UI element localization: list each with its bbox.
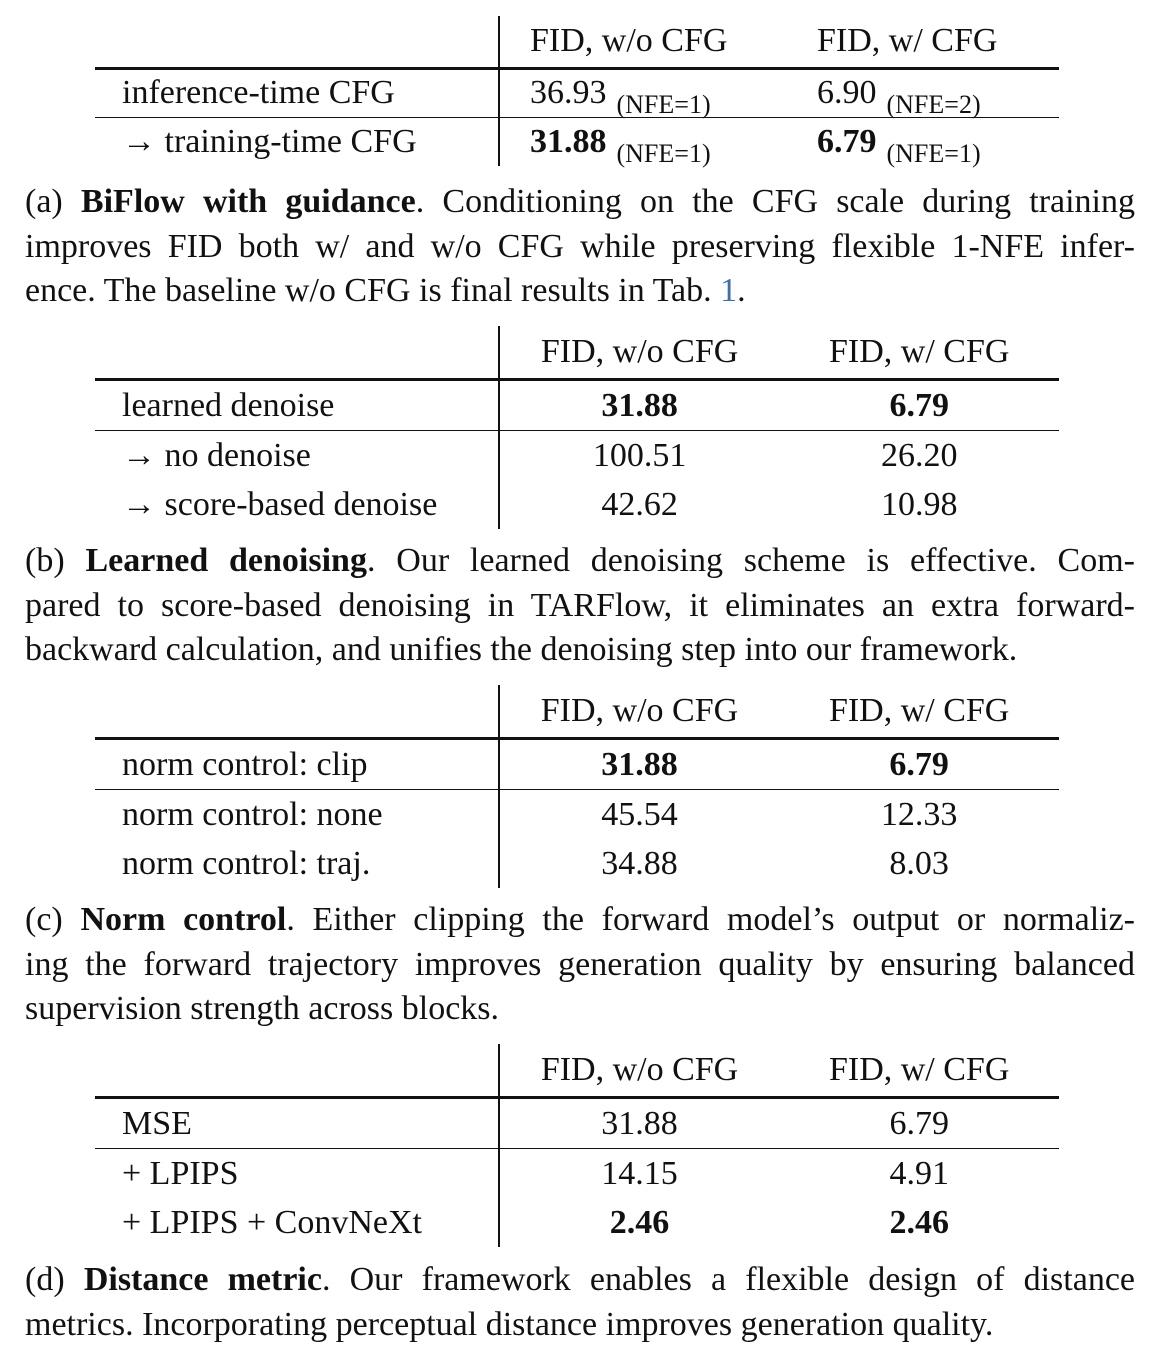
table-reference-link[interactable]: 1 <box>720 272 738 309</box>
row-label: + LPIPS <box>95 1149 499 1199</box>
cell-fid-w-cfg: 12.33 <box>779 790 1059 840</box>
header-fid-wo-cfg: FID, w/o CFG <box>540 692 739 729</box>
table-row <box>95 480 1059 529</box>
cell-fid-w-cfg: 8.03 <box>889 844 949 882</box>
cell-fid-w-cfg: 6.79 <box>779 739 1059 790</box>
cell-fid-wo-cfg: 42.62 <box>601 485 678 523</box>
cell-fid-w-cfg: 4.91 <box>779 1149 1059 1199</box>
table-b <box>95 326 1059 529</box>
table-row <box>95 1149 1059 1199</box>
caption-a <box>25 180 1135 314</box>
caption-line <box>25 539 1135 584</box>
row-label: learned denoise <box>95 380 499 431</box>
row-label: inference-time CFG <box>95 68 499 117</box>
caption-c <box>25 898 1135 1032</box>
cell-fid-w-cfg: 6.79 <box>779 380 1059 431</box>
cell-fid-wo-cfg: 34.88 <box>601 844 678 882</box>
cell-fid-wo-cfg: 31.88 <box>499 1098 780 1149</box>
caption-prefix: (d) <box>25 1261 65 1298</box>
header-empty-cell <box>95 1044 499 1098</box>
caption-text: ence. The baseline w/o CFG is final results in Tab. <box>25 272 712 309</box>
row-label: → no denoise <box>95 431 499 481</box>
caption-line: metrics. Incorporating perceptual distance improves generation quality. <box>25 1305 994 1343</box>
value: 6.90 <box>817 74 877 111</box>
caption-text: . Our framework enables a flexible design of distance <box>321 1261 1136 1298</box>
row-label: → score-based denoise <box>95 480 499 529</box>
nfe-note: (NFE=1) <box>886 138 981 168</box>
caption-line <box>25 898 1135 943</box>
table-a-header-row <box>95 16 1059 68</box>
table-a <box>95 16 1059 166</box>
caption-title: Norm control <box>80 901 287 938</box>
caption-line: pared to score-based denoising in TARFlow, it eliminates an extra forward- <box>25 586 1135 624</box>
caption-prefix: (c) <box>25 901 63 938</box>
cell-fid-wo-cfg: 31.88 <box>499 380 780 431</box>
header-fid-wo-cfg: FID, w/o CFG <box>530 22 728 60</box>
row-label: norm control: traj. <box>95 839 499 888</box>
nfe-note: (NFE=2) <box>886 90 981 119</box>
table-c-header-row <box>95 685 1059 739</box>
table-row <box>95 68 1059 117</box>
table-row <box>95 839 1059 888</box>
header-empty-cell <box>95 685 499 739</box>
value-best: 31.88 <box>530 122 607 160</box>
header-fid-wo-cfg: FID, w/o CFG <box>540 1051 739 1088</box>
header-fid-w-cfg: FID, w/ CFG <box>828 1051 1010 1088</box>
caption-title: Learned denoising <box>85 542 367 579</box>
caption-line <box>25 180 1135 225</box>
value: 36.93 <box>530 74 607 111</box>
header-empty-cell <box>95 326 499 380</box>
header-fid-wo-cfg: FID, w/o CFG <box>540 333 739 370</box>
cell-fid-w-cfg: 2.46 <box>889 1203 949 1241</box>
cell-fid-wo-cfg <box>499 68 779 117</box>
cell-fid-w-cfg: 10.98 <box>880 485 958 523</box>
header-fid-w-cfg: FID, w/ CFG <box>817 22 998 60</box>
row-label: → training-time CFG <box>95 117 499 166</box>
caption-title: Distance metric <box>83 1261 322 1298</box>
caption-d <box>25 1258 1135 1347</box>
cell-fid-wo-cfg <box>499 117 779 166</box>
table-row <box>95 380 1059 431</box>
caption-prefix: (a) <box>25 183 63 220</box>
table-row <box>95 1198 1059 1247</box>
row-label: MSE <box>95 1098 499 1149</box>
header-fid-w-cfg: FID, w/ CFG <box>828 333 1010 370</box>
caption-end: . <box>737 272 746 309</box>
caption-line: ing the forward trajectory improves generation quality by ensuring balanced <box>25 945 1135 983</box>
caption-line: supervision strength across blocks. <box>25 990 500 1027</box>
nfe-note: (NFE=1) <box>616 138 711 168</box>
row-label: + LPIPS + ConvNeXt <box>95 1198 499 1247</box>
cell-fid-w-cfg: 6.79 <box>779 1098 1059 1149</box>
table-d-header-row <box>95 1044 1059 1098</box>
caption-b <box>25 539 1135 673</box>
caption-text: . Either clipping the forward model’s output or normaliz- <box>286 901 1135 938</box>
cell-fid-wo-cfg: 100.51 <box>499 431 780 481</box>
cell-fid-w-cfg <box>779 117 1059 166</box>
table-d <box>95 1044 1059 1247</box>
row-label: norm control: clip <box>95 739 499 790</box>
nfe-note: (NFE=1) <box>616 90 711 119</box>
caption-text: . Our learned denoising scheme is effective. Com- <box>366 542 1136 579</box>
cell-fid-wo-cfg: 14.15 <box>499 1149 780 1199</box>
caption-text: . Conditioning on the CFG scale during training <box>415 183 1135 220</box>
caption-line: backward calculation, and unifies the denoising step into our framework. <box>25 631 1018 668</box>
cell-fid-wo-cfg: 2.46 <box>609 1203 670 1241</box>
header-fid-w-cfg: FID, w/ CFG <box>828 692 1010 729</box>
table-row <box>95 431 1059 481</box>
table-row <box>95 117 1059 166</box>
caption-line <box>25 1258 1135 1303</box>
value-best: 6.79 <box>817 122 877 160</box>
row-label: norm control: none <box>95 790 499 840</box>
table-row <box>95 739 1059 790</box>
table-b-header-row <box>95 326 1059 380</box>
table-row <box>95 1098 1059 1149</box>
caption-title: BiFlow with guidance <box>80 183 416 220</box>
caption-prefix: (b) <box>25 542 65 579</box>
cell-fid-wo-cfg: 45.54 <box>499 790 780 840</box>
cell-fid-w-cfg: 26.20 <box>779 431 1059 481</box>
caption-line <box>25 269 1135 314</box>
cell-fid-w-cfg <box>779 68 1059 117</box>
header-empty-cell <box>95 16 499 68</box>
caption-line: improves FID both w/ and w/o CFG while preserving flexible 1-NFE infer- <box>25 227 1135 265</box>
cell-fid-wo-cfg: 31.88 <box>499 739 780 790</box>
table-c <box>95 685 1059 888</box>
table-row <box>95 790 1059 840</box>
